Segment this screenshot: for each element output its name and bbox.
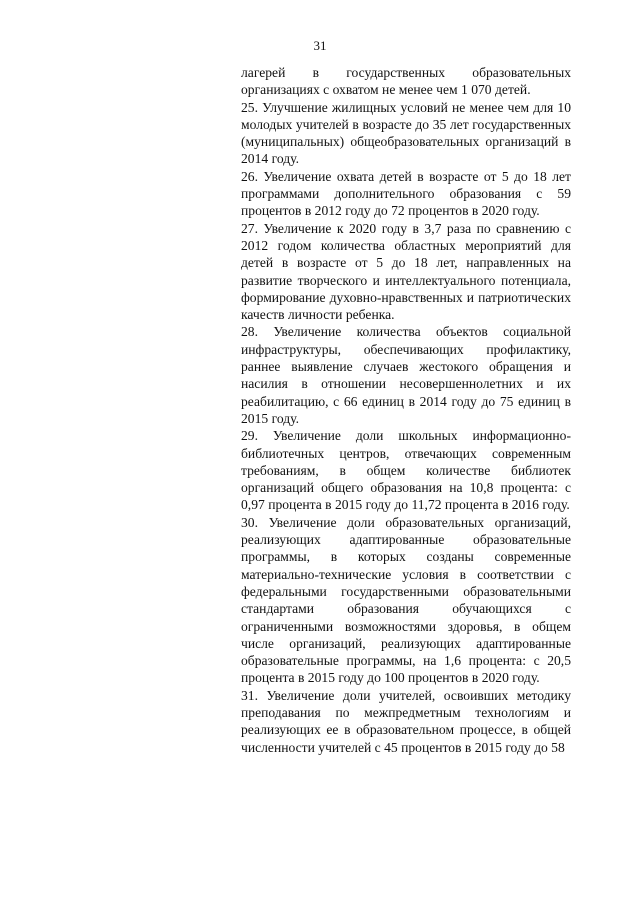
paragraph-item-30: 30. Увеличение доли образовательных организаций, реализующих адаптированные образовательные программы, в которых созданы современные материально-технические условия в соответствии с федеральными государственными образовательными стандартами образования обучающихся с ограниченными возможностями здоровья, в общем числе организаций, реализующих адаптированные образовательные программы, на 1,6 процента: с 20,5 процента в 2015 году до 100 процентов в 2020 году. <box>241 514 571 686</box>
paragraph-item-31: 31. Увеличение доли учителей, освоивших методику преподавания по межпредметным технологиям и реализующих ее в образовательном процессе, в общей численности учителей с 45 процентов в 2015 году до 58 <box>241 687 571 755</box>
paragraph-item-29: 29. Увеличение доли школьных информационно-библиотечных центров, отвечающих современным требованиям, в общем количестве библиотек организаций общего образования на 10,8 процента: с 0,97 процента в 2015 году до 11,72 процента в 2016 году. <box>241 428 571 513</box>
paragraph-item-26: 26. Увеличение охвата детей в возрасте от 5 до 18 лет программами дополнительного образования с 59 процентов в 2012 году до 72 процентов в 2020 году. <box>241 168 571 219</box>
document-body <box>241 64 571 756</box>
paragraph-continuation: лагерей в государственных образовательных организациях с охватом не менее чем 1 070 детей. <box>241 65 571 98</box>
paragraph-item-25: 25. Улучшение жилищных условий не менее чем для 10 молодых учителей в возрасте до 35 лет государственных (муниципальных) общеобразовательных организаций в 2014 году. <box>241 99 571 167</box>
paragraph-item-28: 28. Увеличение количества объектов социальной инфраструктуры, обеспечивающих профилактику, раннее выявление случаев жестокого обращения и насилия в отношении несовершеннолетних и их реабилитацию, с 66 единиц в 2014 году до 75 единиц в 2015 году. <box>241 324 571 426</box>
page-number: 31 <box>313 38 327 53</box>
paragraph-item-27: 27. Увеличение к 2020 году в 3,7 раза по сравнению с 2012 годом количества областных мероприятий для детей в возрасте от 5 до 18 лет, направленных на развитие творческого и интеллектуального потенциала, формирование духовно-нравственных и патриотических качеств личности ребенка. <box>241 220 571 323</box>
